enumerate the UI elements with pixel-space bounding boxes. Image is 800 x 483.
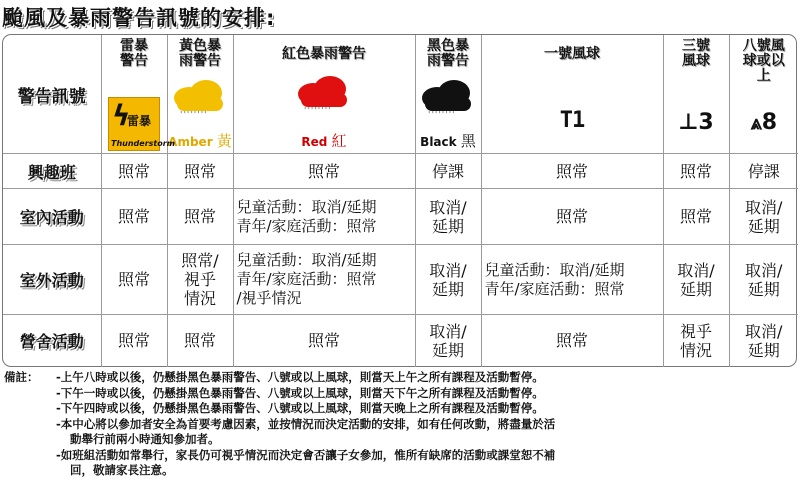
table-cell: 照常: [663, 189, 729, 245]
table-row: [3, 245, 798, 315]
note-line: -下午四時或以後，仍懸掛黑色暴雨警告、八號或以上風球，則當天晚上之所有課程及活動暫停。: [56, 401, 544, 415]
table-cell: 取消/ 延期: [663, 245, 729, 315]
header-label-t3: 三號風球: [682, 38, 710, 69]
header-label-thunderstorm: 雷暴警告: [120, 38, 148, 69]
thunderstorm-icon: ϟ 雷暴 Thunderstorm: [108, 97, 160, 151]
table-cell: 取消/ 延期: [729, 315, 798, 367]
red-rain-cloud-icon: '''''''': [292, 73, 356, 119]
note-line: 動舉行前兩小時通知參加者。: [70, 432, 220, 446]
table-cell: 視乎 情況: [663, 315, 729, 367]
row-label: 室外活動: [19, 271, 84, 290]
table-cell: 照常: [663, 154, 729, 189]
row-label: 室內活動: [19, 208, 84, 227]
table-cell: 照常: [167, 315, 233, 367]
table-cell: 照常: [101, 189, 167, 245]
table-cell: 取消/ 延期: [415, 245, 481, 315]
table-cell: 照常: [481, 154, 663, 189]
typhoon-signal-3-icon: ⊥3: [678, 110, 714, 135]
table-cell: 照常: [167, 189, 233, 245]
table-cell: 照常: [167, 154, 233, 189]
corner-label: 警告訊號: [17, 86, 86, 107]
table-cell: 照常: [481, 315, 663, 367]
note-line: -下午一時或以後，仍懸掛黑色暴雨警告、八號或以上風球，則當天下午之所有課程及活動暫停。: [56, 385, 544, 400]
table-cell: 兒童活動：取消/延期 青年/家庭活動：照常: [481, 245, 663, 315]
notes-section: [4, 370, 796, 479]
header-thunderstorm: [101, 35, 176, 154]
header-t8: [729, 35, 798, 154]
row-label: 營舍活動: [19, 332, 84, 352]
table-cell: 照常/ 視乎 情況: [167, 245, 233, 315]
table-row: [3, 189, 798, 245]
note-line: -本中心將以參加者安全為首要考慮因素，並按情況而決定活動的安排，如有任何改動，將盡量於活: [56, 416, 556, 431]
page-title: 颱風及暴雨警告訊號的安排:: [2, 6, 276, 30]
table-cell: 照常: [233, 154, 415, 189]
table-cell: 兒童活動：取消/延期 青年/家庭活動：照常: [233, 189, 415, 245]
header-label-t1: 一號風球: [544, 46, 600, 62]
header-row: [3, 35, 798, 154]
note-line: 回，敬請家長注意。: [70, 463, 174, 477]
table-cell: 取消/ 延期: [729, 245, 798, 315]
table-cell: 取消/ 延期: [729, 189, 798, 245]
header-red: [233, 35, 415, 154]
header-t3: [663, 35, 729, 154]
table-cell: 取消/ 延期: [415, 315, 481, 367]
header-label-red: 紅色暴雨警告: [282, 46, 366, 62]
table-row: [3, 154, 798, 189]
header-t1: [481, 35, 663, 154]
red-caption: Red 紅: [301, 132, 347, 150]
typhoon-signal-8-icon: ⩓8: [750, 110, 778, 135]
table-cell: 照常: [233, 315, 415, 367]
table-cell: 照常: [101, 154, 167, 189]
table-cell: 兒童活動：取消/延期 青年/家庭活動：照常 /視乎情況: [233, 245, 415, 315]
notes-label: 備註：: [4, 370, 39, 384]
row-label: 興趣班: [27, 162, 76, 182]
amber-caption: Amber 黃: [168, 132, 232, 150]
table-cell: 停課: [415, 154, 481, 189]
note-line: 備註： -上午八時或以後，仍懸掛黑色暴雨警告、八號或以上風球，則當天上午之所有課程及活動暫停。: [4, 370, 544, 384]
warning-table: [3, 35, 798, 367]
table-row: [3, 315, 798, 367]
typhoon-signal-1-icon: T1: [559, 108, 585, 133]
header-label-t8: 八號風球或以上: [742, 38, 785, 84]
table-cell: 照常: [101, 315, 167, 367]
table-cell: 照常: [481, 189, 663, 245]
warning-table-container: [2, 34, 797, 367]
table-cell: 照常: [101, 245, 167, 315]
table-cell: 停課: [729, 154, 798, 189]
header-amber: [167, 35, 233, 154]
black-caption: Black 黑: [420, 132, 476, 150]
black-rain-cloud-icon: '''''''': [416, 77, 480, 123]
corner-header: [3, 35, 101, 154]
note-line: -如班組活動如常舉行，家長仍可視乎情況而決定會否讓子女參加，惟所有缺席的活動或課堂恕不補: [56, 447, 556, 462]
amber-rain-cloud-icon: '''''''': [168, 77, 232, 123]
header-label-amber: 黃色暴雨警告: [179, 38, 221, 69]
header-label-black: 黑色暴雨警告: [427, 38, 469, 69]
table-cell: 取消/ 延期: [415, 189, 481, 245]
header-black: [415, 35, 481, 154]
